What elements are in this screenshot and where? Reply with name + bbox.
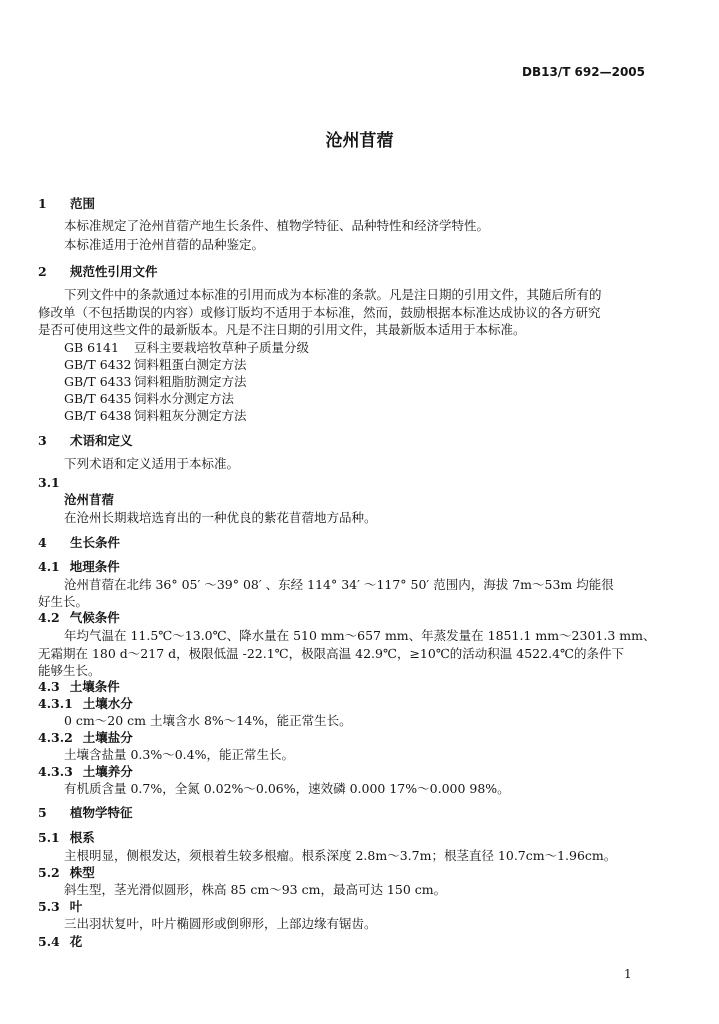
subsection-title: 地理条件: [69, 559, 120, 574]
reference-code: GB/T 6438: [64, 408, 132, 423]
subsection-title: 株型: [69, 865, 95, 880]
subsection-title: 土壤盐分: [82, 730, 133, 745]
subsection-heading: [38, 864, 95, 881]
subsection-heading: [38, 898, 82, 915]
paragraph: 好生长。: [38, 594, 89, 609]
subsection-number: 4.3: [38, 679, 60, 694]
paragraph: 修改单（不包括勘误的内容）或修订版均不适用于本标准，然而，鼓励根据本标准达成协议的各方研究: [38, 305, 601, 320]
section-number: 2: [38, 264, 47, 279]
subsection-heading: [38, 763, 133, 780]
paragraph: 是否可使用这些文件的最新版本。凡是不注日期的引用文件，其最新版本适用于本标准。: [38, 322, 526, 337]
page-number: 1: [624, 967, 632, 981]
section-title: 范围: [70, 196, 96, 211]
paragraph: 本标准适用于沧州苜蓿的品种鉴定。: [64, 237, 265, 252]
paragraph: 年均气温在 11.5℃～13.0℃、降水量在 510 mm～657 mm、年蒸发量在 1851.1 mm～2301.3 mm、: [64, 628, 656, 643]
paragraph: 本标准规定了沧州苜蓿产地生长条件、植物学特征、品种特性和经济学特性。: [64, 218, 490, 233]
subsection-heading: [38, 609, 120, 626]
section-2-heading: [38, 263, 158, 280]
subsection-number: 4.3.2: [38, 730, 73, 745]
section-3-heading: [38, 432, 133, 449]
section-number: 1: [38, 196, 47, 211]
section-title: 生长条件: [70, 535, 121, 550]
subsection-number: 5.1: [38, 830, 60, 845]
subsection-number: 4.3.3: [38, 764, 73, 779]
section-1-heading: [38, 195, 95, 212]
paragraph: 无霜期在 180 d～217 d，极限低温 -22.1℃，极限高温 42.9℃，≥10℃的活动积温 4522.4℃的条件下: [38, 646, 624, 661]
paragraph: 0 cm～20 cm 土壤含水 8%～14%，能正常生长。: [64, 713, 352, 728]
section-title: 术语和定义: [70, 433, 133, 448]
subsection-heading: [38, 729, 133, 746]
subsection-number: 4.1: [38, 559, 60, 574]
subsection-number: 5.3: [38, 899, 60, 914]
reference-item: [64, 390, 234, 407]
section-number: 3: [38, 433, 47, 448]
paragraph: 下列文件中的条款通过本标准的引用而成为本标准的条款。凡是注日期的引用文件，其随后所有的: [64, 287, 602, 302]
subsection-title: 根系: [69, 830, 95, 845]
subsection-title: 土壤水分: [82, 696, 133, 711]
reference-item: [64, 339, 309, 356]
reference-item: [64, 356, 247, 373]
subsection-heading: [38, 558, 120, 575]
reference-code: GB 6141: [64, 340, 119, 355]
subsection-title: 花: [69, 934, 83, 949]
reference-title: 饲料粗脂肪测定方法: [134, 374, 247, 389]
document-code: DB13/T 692—2005: [522, 65, 645, 79]
section-title: 植物学特征: [70, 805, 133, 820]
paragraph: 主根明显，侧根发达，须根着生较多根瘤。根系深度 2.8m～3.7m；根茎直径 10.7cm～1.96cm。: [64, 848, 617, 863]
subsection-heading: [38, 829, 95, 846]
reference-code: GB/T 6435: [64, 391, 132, 406]
reference-code: GB/T 6432: [64, 357, 132, 372]
section-5-heading: [38, 804, 133, 821]
section-title: 规范性引用文件: [70, 264, 158, 279]
section-number: 4: [38, 535, 47, 550]
subsection-title: 土壤条件: [69, 679, 120, 694]
subsection-number: 5.4: [38, 934, 60, 949]
section-number: 5: [38, 805, 47, 820]
subsection-number: 5.2: [38, 865, 60, 880]
paragraph: 有机质含量 0.7%，全氮 0.02%～0.06%，速效磷 0.000 17%～0.000 98%。: [64, 781, 510, 796]
reference-code: GB/T 6433: [64, 374, 132, 389]
subsection-number: 4.3.1: [38, 696, 73, 711]
paragraph: 三出羽状复叶，叶片椭圆形或倒卵形，上部边缘有锯齿。: [64, 916, 377, 931]
subsection-number: 4.2: [38, 610, 60, 625]
reference-item: [64, 407, 247, 424]
reference-title: 饲料粗灰分测定方法: [134, 408, 247, 423]
reference-item: [64, 373, 247, 390]
subsection-title: 土壤养分: [82, 764, 133, 779]
subsection-heading: [38, 695, 133, 712]
subsection-number: 3.1: [38, 475, 60, 490]
paragraph: 土壤含盐量 0.3%～0.4%，能正常生长。: [64, 747, 294, 762]
paragraph: 斜生型，茎光滑似圆形，株高 85 cm～93 cm，最高可达 150 cm。: [64, 882, 447, 897]
term-definition: 在沧州长期栽培选育出的一种优良的紫花苜蓿地方品种。: [64, 510, 377, 525]
paragraph: 能够生长。: [38, 663, 101, 678]
reference-title: 豆科主要栽培牧草种子质量分级: [134, 340, 310, 355]
paragraph: 沧州苜蓿在北纬 36° 05′ ～39° 08′ 、东经 114° 34′ ～117° 50′ 范围内，海拔 7m～53m 均能很: [64, 577, 614, 592]
subsection-title: 气候条件: [69, 610, 120, 625]
section-4-heading: [38, 534, 120, 551]
term-heading: 沧州苜蓿: [64, 492, 115, 507]
reference-title: 饲料粗蛋白测定方法: [134, 357, 247, 372]
paragraph: 下列术语和定义适用于本标准。: [64, 456, 240, 471]
subsection-heading: [38, 933, 82, 950]
subsection-title: 叶: [69, 899, 83, 914]
subsection-heading: [38, 678, 120, 695]
page-title: 沧州苜蓿: [325, 131, 394, 151]
reference-title: 饲料水分测定方法: [134, 391, 235, 406]
